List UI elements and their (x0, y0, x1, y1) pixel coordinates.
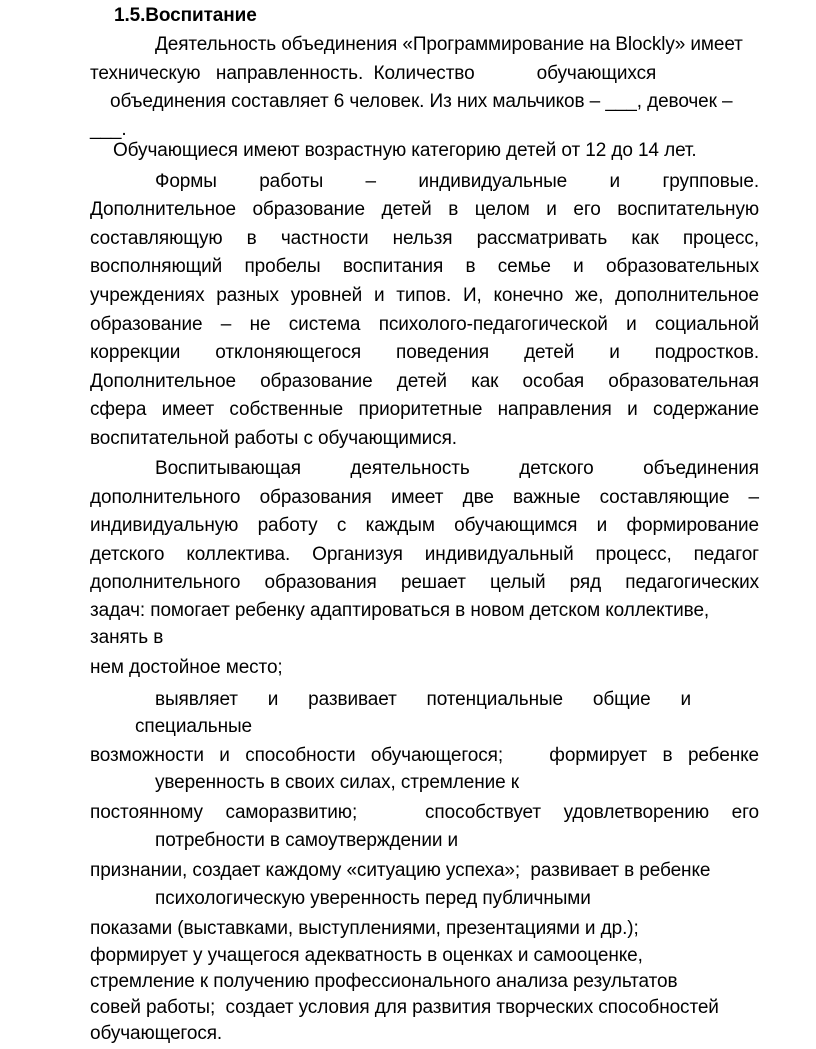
text-line: постоянному саморазвитию; способствует удовлетворению его (90, 802, 759, 823)
text-line: специальные (135, 716, 253, 737)
text-line: нем достойное место; (90, 657, 283, 678)
text-line: Деятельность объединения «Программирование на Blockly» имеет (155, 34, 743, 55)
text-line: объединения составляет 6 человек. Из них мальчиков – ___, девочек – (110, 91, 733, 112)
text-line: Обучающиеся имеют возрастную категорию детей от 12 до 14 лет. (113, 140, 697, 161)
section-heading: 1.5.Воспитание (114, 5, 257, 26)
text-line: стремление к получению профессионального анализа результатов (90, 971, 678, 992)
text-line: составляющую в частности нельзя рассматривать как процесс, (90, 228, 759, 249)
text-line: психологическую уверенность перед публичными (155, 888, 591, 909)
text-line: воспитательной работы с обучающимися. (90, 428, 457, 449)
text-line: формирует у учащегося адекватность в оценках и самооценке, (90, 945, 643, 966)
text-line: показами (выставками, выступлениями, презентациями и др.); (90, 918, 639, 939)
text-line: Дополнительное образование детей в целом и его воспитательную (90, 199, 759, 220)
text-line: занять в (90, 627, 164, 648)
text-line: образование – не система психолого-педагогической и социальной (90, 314, 759, 335)
text-line: коррекции отклоняющегося поведения детей и подростков. (90, 342, 759, 363)
text-line: возможности и способности обучающегося; формирует в ребенке (90, 745, 759, 766)
text-line: техническую направленность. Количество обучающихся (90, 63, 657, 84)
text-line: ___. (90, 119, 127, 140)
text-line: Дополнительное образование детей как особая образовательная (90, 371, 759, 392)
text-line: обучающегося. (90, 1023, 223, 1044)
text-line: индивидуальную работу с каждым обучающимся и формирование (90, 515, 759, 536)
text-line: дополнительного образования решает целый ряд педагогических (90, 572, 759, 593)
text-line: потребности в самоутверждении и (155, 830, 459, 851)
text-line: признании, создает каждому «ситуацию успеха»; развивает в ребенке (90, 860, 711, 881)
text-line: дополнительного образования имеет две важные составляющие – (90, 487, 759, 508)
text-line: детского коллектива. Организуя индивидуальный процесс, педагог (90, 544, 759, 565)
text-line: уверенность в своих силах, стремление к (155, 772, 519, 793)
text-line: восполняющий пробелы воспитания в семье и образовательных (90, 256, 759, 277)
text-line: выявляет и развивает потенциальные общие и (155, 689, 691, 710)
text-line: учреждениях разных уровней и типов. И, конечно же, дополнительное (90, 285, 759, 306)
text-line: совей работы; создает условия для развития творческих способностей (90, 997, 719, 1018)
text-line: Воспитывающая деятельность детского объединения (155, 458, 759, 479)
text-line: Формы работы – индивидуальные и групповые. (155, 171, 759, 192)
text-line: сфера имеет собственные приоритетные направления и содержание (90, 399, 759, 420)
text-line: задач: помогает ребенку адаптироваться в новом детском коллективе, (90, 600, 710, 621)
